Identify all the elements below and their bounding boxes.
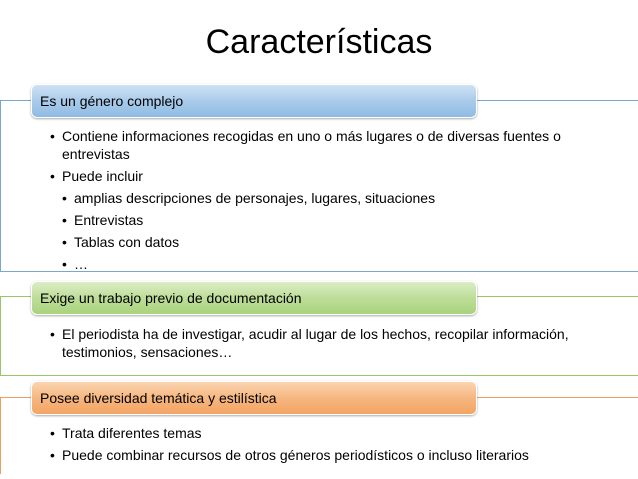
section-bullets-genero-complejo xyxy=(50,127,610,277)
sub-bullet-item: • Entrevistas xyxy=(62,211,610,229)
bullet-item: • Contiene informaciones recogidas en uno o más lugares o de diversas fuentes o entrevistas xyxy=(50,127,610,163)
section-header-documentacion: Exige un trabajo previo de documentación xyxy=(31,281,477,315)
section-header-diversidad: Posee diversidad temática y estilística xyxy=(31,381,477,415)
slide-title: Características xyxy=(205,23,433,61)
bullet-item: • Puede incluir xyxy=(50,167,610,185)
sub-bullet-item: • … xyxy=(62,255,610,273)
sub-bullet-item: • amplias descripciones de personajes, lugares, situaciones xyxy=(62,189,610,207)
bullet-item: • El periodista ha de investigar, acudir al lugar de los hechos, recopilar información, testimonios, sensaciones… xyxy=(50,325,610,361)
sub-bullet-item: • Tablas con datos xyxy=(62,233,610,251)
bullet-item: • Puede combinar recursos de otros géneros periodísticos o incluso literarios xyxy=(50,446,590,464)
section-header-genero-complejo: Es un género complejo xyxy=(31,84,477,118)
section-bullets-documentacion xyxy=(50,325,610,365)
bullet-item: • Trata diferentes temas xyxy=(50,424,590,442)
section-bullets-diversidad xyxy=(50,424,590,468)
